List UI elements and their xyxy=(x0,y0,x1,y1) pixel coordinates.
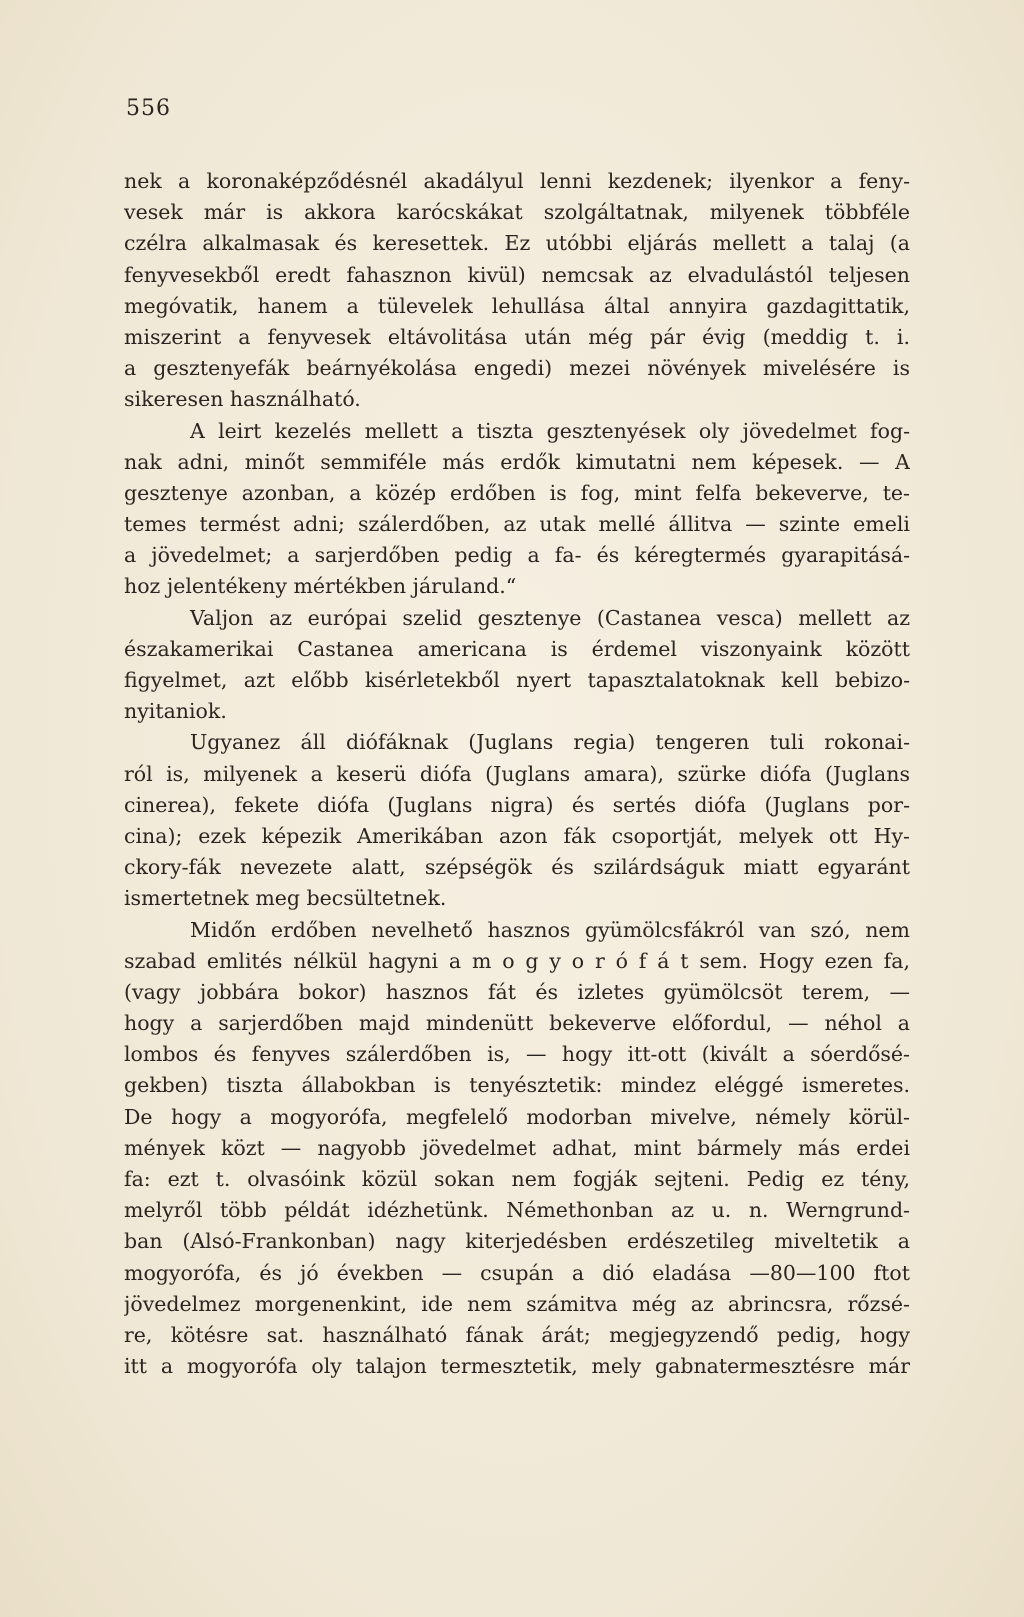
text-line: ban (Alsó-Frankonban) nagy kiterjedésben erdészetileg miveltetik a xyxy=(124,1229,910,1254)
text-line: figyelmet, azt előbb kisérletekből nyert tapasztalatoknak kell bebizo- xyxy=(124,668,910,692)
text-line: ismertetnek meg becsültetnek. xyxy=(124,886,447,911)
text-line: hoz jelentékeny mértékben járuland.“ xyxy=(124,574,517,599)
text-line: A leirt kezelés mellett a tiszta gesztenyések oly jövedelmet fog- xyxy=(190,418,910,443)
text-line: Ugyanez áll diófáknak (Juglans regia) tengeren tuli rokonai- xyxy=(190,730,910,755)
text-line: (vagy jobbára bokor) hasznos fát és izletes gyümölcsöt terem, — xyxy=(124,979,910,1004)
body-text xyxy=(124,166,910,1382)
text-line: gekben) tiszta állabokban is tenyésztetik: mindez eléggé ismeretes. xyxy=(124,1073,910,1098)
text-line: szabad emlités nélkül hagyni a m o g y o r ó f á t sem. Hogy ezen fa, xyxy=(124,948,910,973)
text-line: melyről több példát idézhetünk. Némethonban az u. n. Werngrund- xyxy=(124,1198,910,1223)
text-line: nak adni, minőt semmiféle más erdők kimutatni nem képesek. — A xyxy=(124,449,910,474)
text-line: nyitaniok. xyxy=(124,699,227,724)
text-line: miszerint a fenyvesek eltávolitása után még pár évig (meddig t. i. xyxy=(124,324,910,349)
text-line: fenyvesekből eredt fahasznon kivül) nemcsak az elvadulástól teljesen xyxy=(124,262,910,287)
text-line: ckory-fák nevezete alatt, szépségök és szilárdságuk miatt egyaránt xyxy=(124,855,910,880)
page-number: 556 xyxy=(126,96,171,121)
text-line: De hogy a mogyorófa, megfelelő modorban mivelve, némely körül- xyxy=(124,1104,910,1129)
text-line: ról is, milyenek a keserü diófa (Juglans amara), szürke diófa (Juglans xyxy=(124,761,910,786)
text-line: lombos és fenyves szálerdőben is, — hogy itt-ott (kivált a sóerdősé- xyxy=(124,1042,910,1067)
text-line: itt a mogyorófa oly talajon termesztetik, mely gabnatermesztésre már xyxy=(124,1354,910,1379)
text-line: fa: ezt t. olvasóink közül sokan nem fogják sejteni. Pedig ez tény, xyxy=(124,1167,910,1191)
text-line: jövedelmez morgenenkint, ide nem számitva még az abrincsra, rőzsé- xyxy=(124,1291,910,1316)
text-line: Midőn erdőben nevelhető hasznos gyümölcsfákról van szó, nem xyxy=(190,917,910,942)
text-line: vesek már is akkora karócskákat szolgáltatnak, milyenek többféle xyxy=(124,200,910,225)
text-line: czélra alkalmasak és keresettek. Ez utóbbi eljárás mellett a talaj (a xyxy=(124,231,910,256)
text-line: re, kötésre sat. használható fának árát; megjegyzendő pedig, hogy xyxy=(124,1322,910,1347)
text-line: mogyorófa, és jó években — csupán a dió eladása —80—100 ftot xyxy=(124,1260,910,1285)
text-line: északamerikai Castanea americana is érdemel viszonyaink között xyxy=(124,636,910,661)
text-line: cina); ezek képezik Amerikában azon fák csoportját, melyek ott Hy- xyxy=(124,823,910,848)
text-line: megóvatik, hanem a tülevelek lehullása által annyira gazdagittatik, xyxy=(124,293,910,318)
text-line: hogy a sarjerdőben majd mindenütt bekeverve előfordul, — néhol a xyxy=(124,1011,910,1036)
text-line: temes termést adni; szálerdőben, az utak mellé állitva — szinte emeli xyxy=(124,512,910,537)
text-line: a jövedelmet; a sarjerdőben pedig a fa- és kéregtermés gyarapitásá- xyxy=(124,543,910,568)
text-line: sikeresen használható. xyxy=(124,387,361,412)
text-line: cinerea), fekete diófa (Juglans nigra) és sertés diófa (Juglans por- xyxy=(124,792,910,817)
text-line: mények közt — nagyobb jövedelmet adhat, mint bármely más erdei xyxy=(124,1135,910,1160)
text-line: gesztenye azonban, a közép erdőben is fog, mint felfa bekeverve, te- xyxy=(124,480,910,505)
text-line: a gesztenyefák beárnyékolása engedi) mezei növények mivelésére is xyxy=(124,356,910,381)
text-line: nek a koronaképződésnél akadályul lenni kezdenek; ilyenkor a feny- xyxy=(124,169,910,193)
text-line: Valjon az európai szelid gesztenye (Castanea vesca) mellett az xyxy=(190,605,910,630)
